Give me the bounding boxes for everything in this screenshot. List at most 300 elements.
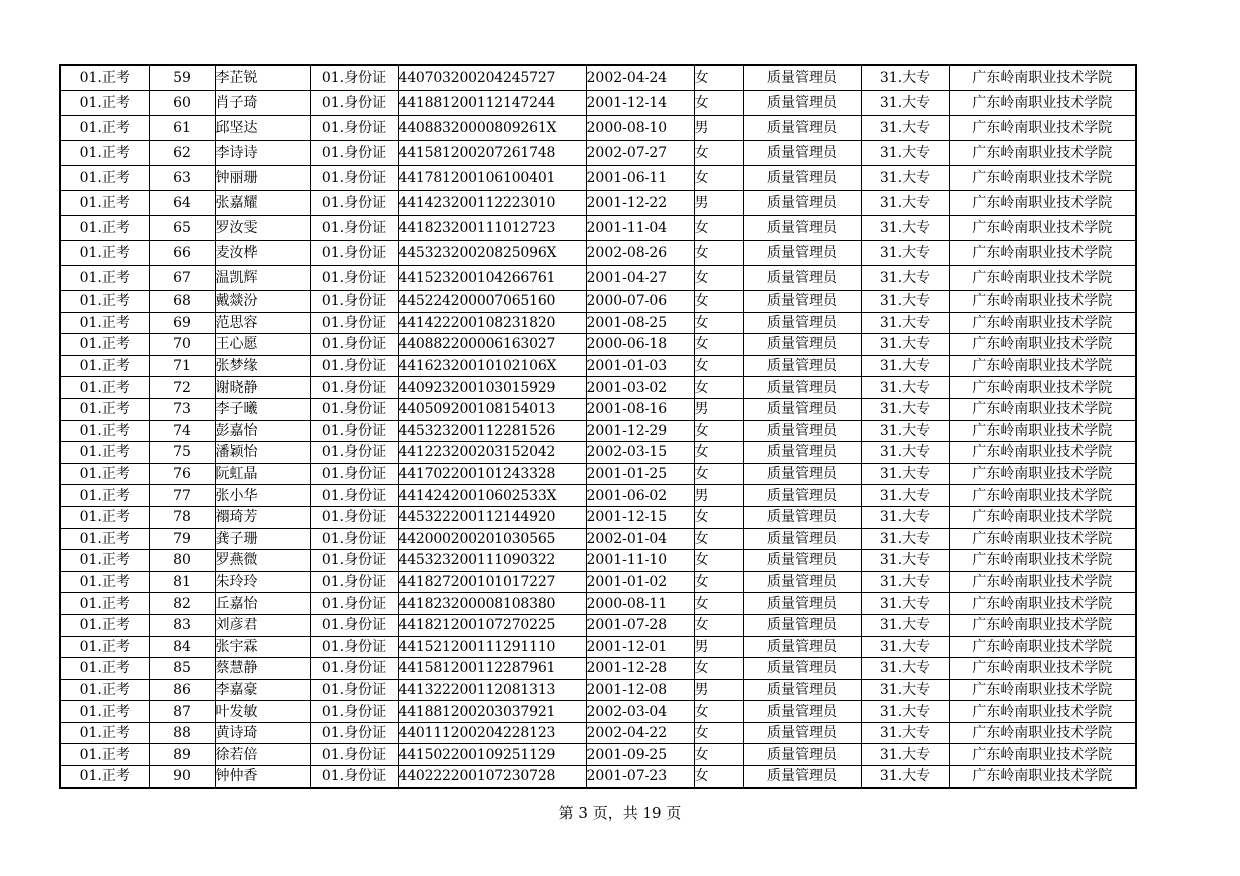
cell-school: 广东岭南职业技术学院 bbox=[949, 550, 1136, 572]
cell-birth-date: 2000-08-10 bbox=[586, 116, 694, 141]
cell-name: 彭嘉怡 bbox=[215, 420, 310, 442]
cell-occupation: 质量管理员 bbox=[743, 679, 861, 701]
cell-education: 31.大专 bbox=[861, 463, 949, 485]
cell-name: 蔡慧静 bbox=[215, 658, 310, 680]
cell-gender: 男 bbox=[694, 116, 743, 141]
cell-id-number: 441823200008108380 bbox=[398, 593, 586, 615]
cell-id-number: 445323200111090322 bbox=[398, 550, 586, 572]
cell-school: 广东岭南职业技术学院 bbox=[949, 291, 1136, 313]
cell-serial-number: 64 bbox=[149, 191, 215, 216]
cell-birth-date: 2002-03-15 bbox=[586, 442, 694, 464]
cell-gender: 女 bbox=[694, 744, 743, 766]
cell-birth-date: 2001-07-28 bbox=[586, 614, 694, 636]
table-row bbox=[60, 442, 1136, 464]
cell-serial-number: 63 bbox=[149, 166, 215, 191]
cell-birth-date: 2001-12-28 bbox=[586, 658, 694, 680]
table-row bbox=[60, 701, 1136, 723]
cell-school: 广东岭南职业技术学院 bbox=[949, 116, 1136, 141]
cell-serial-number: 88 bbox=[149, 722, 215, 744]
cell-serial-number: 62 bbox=[149, 141, 215, 166]
cell-id-type: 01.身份证 bbox=[310, 463, 398, 485]
cell-education: 31.大专 bbox=[861, 722, 949, 744]
cell-id-type: 01.身份证 bbox=[310, 766, 398, 788]
table-row bbox=[60, 266, 1136, 291]
cell-id-type: 01.身份证 bbox=[310, 216, 398, 241]
cell-education: 31.大专 bbox=[861, 141, 949, 166]
cell-exam-type: 01.正考 bbox=[60, 701, 149, 723]
cell-serial-number: 72 bbox=[149, 377, 215, 399]
table-row bbox=[60, 722, 1136, 744]
cell-id-type: 01.身份证 bbox=[310, 679, 398, 701]
table-row bbox=[60, 550, 1136, 572]
cell-exam-type: 01.正考 bbox=[60, 528, 149, 550]
cell-serial-number: 77 bbox=[149, 485, 215, 507]
cell-school: 广东岭南职业技术学院 bbox=[949, 614, 1136, 636]
cell-occupation: 质量管理员 bbox=[743, 216, 861, 241]
cell-id-type: 01.身份证 bbox=[310, 528, 398, 550]
cell-serial-number: 66 bbox=[149, 241, 215, 266]
cell-exam-type: 01.正考 bbox=[60, 571, 149, 593]
cell-name: 邱坚达 bbox=[215, 116, 310, 141]
cell-name: 罗燕微 bbox=[215, 550, 310, 572]
table-row bbox=[60, 312, 1136, 334]
cell-exam-type: 01.正考 bbox=[60, 334, 149, 356]
cell-school: 广东岭南职业技术学院 bbox=[949, 312, 1136, 334]
cell-occupation: 质量管理员 bbox=[743, 291, 861, 313]
cell-name: 张小华 bbox=[215, 485, 310, 507]
cell-id-number: 445322200112144920 bbox=[398, 506, 586, 528]
cell-education: 31.大专 bbox=[861, 679, 949, 701]
cell-education: 31.大专 bbox=[861, 571, 949, 593]
cell-exam-type: 01.正考 bbox=[60, 420, 149, 442]
cell-gender: 女 bbox=[694, 658, 743, 680]
cell-gender: 女 bbox=[694, 722, 743, 744]
cell-name: 王心愿 bbox=[215, 334, 310, 356]
cell-id-number: 441502200109251129 bbox=[398, 744, 586, 766]
cell-id-number: 441881200203037921 bbox=[398, 701, 586, 723]
cell-serial-number: 87 bbox=[149, 701, 215, 723]
cell-gender: 女 bbox=[694, 463, 743, 485]
table-row bbox=[60, 191, 1136, 216]
cell-education: 31.大专 bbox=[861, 291, 949, 313]
cell-serial-number: 81 bbox=[149, 571, 215, 593]
cell-education: 31.大专 bbox=[861, 506, 949, 528]
cell-occupation: 质量管理员 bbox=[743, 485, 861, 507]
cell-school: 广东岭南职业技术学院 bbox=[949, 485, 1136, 507]
table-body bbox=[60, 65, 1136, 788]
cell-school: 广东岭南职业技术学院 bbox=[949, 334, 1136, 356]
cell-occupation: 质量管理员 bbox=[743, 116, 861, 141]
cell-exam-type: 01.正考 bbox=[60, 614, 149, 636]
cell-name: 禤琦芳 bbox=[215, 506, 310, 528]
cell-id-type: 01.身份证 bbox=[310, 377, 398, 399]
cell-education: 31.大专 bbox=[861, 191, 949, 216]
cell-id-type: 01.身份证 bbox=[310, 550, 398, 572]
cell-occupation: 质量管理员 bbox=[743, 593, 861, 615]
cell-occupation: 质量管理员 bbox=[743, 550, 861, 572]
cell-occupation: 质量管理员 bbox=[743, 377, 861, 399]
cell-id-number: 44088320000809261X bbox=[398, 116, 586, 141]
cell-id-type: 01.身份证 bbox=[310, 701, 398, 723]
cell-id-type: 01.身份证 bbox=[310, 166, 398, 191]
cell-exam-type: 01.正考 bbox=[60, 550, 149, 572]
cell-gender: 女 bbox=[694, 614, 743, 636]
cell-gender: 女 bbox=[694, 528, 743, 550]
cell-id-number: 441827200101017227 bbox=[398, 571, 586, 593]
cell-education: 31.大专 bbox=[861, 312, 949, 334]
cell-exam-type: 01.正考 bbox=[60, 166, 149, 191]
cell-name: 张宇霖 bbox=[215, 636, 310, 658]
cell-gender: 女 bbox=[694, 506, 743, 528]
cell-birth-date: 2001-01-25 bbox=[586, 463, 694, 485]
cell-exam-type: 01.正考 bbox=[60, 506, 149, 528]
cell-exam-type: 01.正考 bbox=[60, 191, 149, 216]
cell-id-number: 442000200201030565 bbox=[398, 528, 586, 550]
cell-birth-date: 2001-03-02 bbox=[586, 377, 694, 399]
cell-id-number: 441322200112081313 bbox=[398, 679, 586, 701]
cell-name: 肖子琦 bbox=[215, 91, 310, 116]
cell-occupation: 质量管理员 bbox=[743, 636, 861, 658]
cell-name: 李芷锐 bbox=[215, 65, 310, 91]
cell-gender: 男 bbox=[694, 485, 743, 507]
table-row bbox=[60, 398, 1136, 420]
cell-id-type: 01.身份证 bbox=[310, 334, 398, 356]
cell-id-number: 440111200204228123 bbox=[398, 722, 586, 744]
cell-name: 钟仲香 bbox=[215, 766, 310, 788]
cell-id-type: 01.身份证 bbox=[310, 593, 398, 615]
cell-exam-type: 01.正考 bbox=[60, 141, 149, 166]
table-row bbox=[60, 463, 1136, 485]
cell-name: 罗汝雯 bbox=[215, 216, 310, 241]
cell-name: 阮虹晶 bbox=[215, 463, 310, 485]
cell-id-type: 01.身份证 bbox=[310, 442, 398, 464]
cell-name: 刘彦君 bbox=[215, 614, 310, 636]
cell-school: 广东岭南职业技术学院 bbox=[949, 442, 1136, 464]
cell-birth-date: 2001-09-25 bbox=[586, 744, 694, 766]
cell-education: 31.大专 bbox=[861, 744, 949, 766]
cell-name: 范思容 bbox=[215, 312, 310, 334]
cell-occupation: 质量管理员 bbox=[743, 506, 861, 528]
cell-occupation: 质量管理员 bbox=[743, 722, 861, 744]
cell-school: 广东岭南职业技术学院 bbox=[949, 658, 1136, 680]
cell-serial-number: 86 bbox=[149, 679, 215, 701]
cell-gender: 女 bbox=[694, 312, 743, 334]
cell-school: 广东岭南职业技术学院 bbox=[949, 528, 1136, 550]
cell-occupation: 质量管理员 bbox=[743, 91, 861, 116]
cell-occupation: 质量管理员 bbox=[743, 355, 861, 377]
cell-education: 31.大专 bbox=[861, 266, 949, 291]
cell-gender: 女 bbox=[694, 216, 743, 241]
cell-education: 31.大专 bbox=[861, 701, 949, 723]
cell-birth-date: 2002-07-27 bbox=[586, 141, 694, 166]
cell-id-number: 441823200111012723 bbox=[398, 216, 586, 241]
cell-exam-type: 01.正考 bbox=[60, 744, 149, 766]
cell-serial-number: 89 bbox=[149, 744, 215, 766]
cell-occupation: 质量管理员 bbox=[743, 571, 861, 593]
table-row bbox=[60, 65, 1136, 91]
cell-gender: 女 bbox=[694, 766, 743, 788]
cell-id-type: 01.身份证 bbox=[310, 116, 398, 141]
cell-birth-date: 2001-06-11 bbox=[586, 166, 694, 191]
cell-occupation: 质量管理员 bbox=[743, 528, 861, 550]
cell-school: 广东岭南职业技术学院 bbox=[949, 571, 1136, 593]
cell-birth-date: 2000-07-06 bbox=[586, 291, 694, 313]
cell-serial-number: 61 bbox=[149, 116, 215, 141]
cell-id-type: 01.身份证 bbox=[310, 291, 398, 313]
cell-id-type: 01.身份证 bbox=[310, 658, 398, 680]
cell-education: 31.大专 bbox=[861, 116, 949, 141]
cell-school: 广东岭南职业技术学院 bbox=[949, 166, 1136, 191]
cell-id-type: 01.身份证 bbox=[310, 485, 398, 507]
cell-id-number: 441821200107270225 bbox=[398, 614, 586, 636]
cell-serial-number: 83 bbox=[149, 614, 215, 636]
cell-gender: 女 bbox=[694, 65, 743, 91]
cell-exam-type: 01.正考 bbox=[60, 636, 149, 658]
cell-id-type: 01.身份证 bbox=[310, 722, 398, 744]
cell-exam-type: 01.正考 bbox=[60, 266, 149, 291]
table-row bbox=[60, 593, 1136, 615]
cell-education: 31.大专 bbox=[861, 65, 949, 91]
table-row bbox=[60, 141, 1136, 166]
cell-id-type: 01.身份证 bbox=[310, 65, 398, 91]
cell-id-type: 01.身份证 bbox=[310, 141, 398, 166]
cell-gender: 女 bbox=[694, 571, 743, 593]
cell-occupation: 质量管理员 bbox=[743, 463, 861, 485]
cell-school: 广东岭南职业技术学院 bbox=[949, 679, 1136, 701]
cell-id-type: 01.身份证 bbox=[310, 91, 398, 116]
cell-name: 谢晓静 bbox=[215, 377, 310, 399]
cell-id-number: 441881200112147244 bbox=[398, 91, 586, 116]
cell-id-number: 441422200108231820 bbox=[398, 312, 586, 334]
cell-school: 广东岭南职业技术学院 bbox=[949, 593, 1136, 615]
cell-name: 张梦缘 bbox=[215, 355, 310, 377]
cell-name: 黄诗琦 bbox=[215, 722, 310, 744]
cell-school: 广东岭南职业技术学院 bbox=[949, 216, 1136, 241]
cell-gender: 男 bbox=[694, 679, 743, 701]
cell-birth-date: 2002-03-04 bbox=[586, 701, 694, 723]
cell-id-type: 01.身份证 bbox=[310, 398, 398, 420]
cell-gender: 女 bbox=[694, 420, 743, 442]
cell-education: 31.大专 bbox=[861, 91, 949, 116]
cell-id-number: 441581200112287961 bbox=[398, 658, 586, 680]
cell-birth-date: 2002-01-04 bbox=[586, 528, 694, 550]
cell-exam-type: 01.正考 bbox=[60, 355, 149, 377]
cell-education: 31.大专 bbox=[861, 614, 949, 636]
table-row bbox=[60, 291, 1136, 313]
table-row bbox=[60, 506, 1136, 528]
table-row bbox=[60, 744, 1136, 766]
cell-gender: 女 bbox=[694, 141, 743, 166]
cell-id-number: 440509200108154013 bbox=[398, 398, 586, 420]
cell-birth-date: 2002-04-22 bbox=[586, 722, 694, 744]
cell-school: 广东岭南职业技术学院 bbox=[949, 463, 1136, 485]
cell-serial-number: 70 bbox=[149, 334, 215, 356]
cell-school: 广东岭南职业技术学院 bbox=[949, 241, 1136, 266]
cell-gender: 男 bbox=[694, 191, 743, 216]
cell-serial-number: 67 bbox=[149, 266, 215, 291]
table-row bbox=[60, 485, 1136, 507]
cell-id-type: 01.身份证 bbox=[310, 636, 398, 658]
cell-id-type: 01.身份证 bbox=[310, 506, 398, 528]
cell-id-number: 445323200112281526 bbox=[398, 420, 586, 442]
cell-name: 钟丽珊 bbox=[215, 166, 310, 191]
cell-id-number: 440222200107230728 bbox=[398, 766, 586, 788]
cell-birth-date: 2002-04-24 bbox=[586, 65, 694, 91]
cell-serial-number: 69 bbox=[149, 312, 215, 334]
cell-education: 31.大专 bbox=[861, 241, 949, 266]
table-row bbox=[60, 679, 1136, 701]
cell-education: 31.大专 bbox=[861, 398, 949, 420]
cell-id-number: 441521200111291110 bbox=[398, 636, 586, 658]
cell-serial-number: 76 bbox=[149, 463, 215, 485]
cell-serial-number: 79 bbox=[149, 528, 215, 550]
cell-birth-date: 2001-01-03 bbox=[586, 355, 694, 377]
cell-occupation: 质量管理员 bbox=[743, 266, 861, 291]
cell-school: 广东岭南职业技术学院 bbox=[949, 766, 1136, 788]
cell-birth-date: 2002-08-26 bbox=[586, 241, 694, 266]
cell-occupation: 质量管理员 bbox=[743, 701, 861, 723]
cell-education: 31.大专 bbox=[861, 766, 949, 788]
cell-gender: 女 bbox=[694, 291, 743, 313]
cell-birth-date: 2001-12-08 bbox=[586, 679, 694, 701]
cell-school: 广东岭南职业技术学院 bbox=[949, 141, 1136, 166]
cell-school: 广东岭南职业技术学院 bbox=[949, 266, 1136, 291]
cell-id-type: 01.身份证 bbox=[310, 312, 398, 334]
cell-gender: 男 bbox=[694, 398, 743, 420]
cell-id-number: 441523200104266761 bbox=[398, 266, 586, 291]
cell-serial-number: 73 bbox=[149, 398, 215, 420]
cell-school: 广东岭南职业技术学院 bbox=[949, 701, 1136, 723]
cell-gender: 女 bbox=[694, 442, 743, 464]
cell-name: 李诗诗 bbox=[215, 141, 310, 166]
cell-school: 广东岭南职业技术学院 bbox=[949, 722, 1136, 744]
cell-gender: 女 bbox=[694, 593, 743, 615]
cell-education: 31.大专 bbox=[861, 334, 949, 356]
cell-education: 31.大专 bbox=[861, 485, 949, 507]
cell-education: 31.大专 bbox=[861, 420, 949, 442]
table-row bbox=[60, 216, 1136, 241]
cell-birth-date: 2001-07-23 bbox=[586, 766, 694, 788]
table-row bbox=[60, 166, 1136, 191]
cell-occupation: 质量管理员 bbox=[743, 744, 861, 766]
cell-id-number: 441781200106100401 bbox=[398, 166, 586, 191]
cell-school: 广东岭南职业技术学院 bbox=[949, 636, 1136, 658]
cell-birth-date: 2001-12-14 bbox=[586, 91, 694, 116]
cell-education: 31.大专 bbox=[861, 355, 949, 377]
cell-serial-number: 68 bbox=[149, 291, 215, 313]
cell-id-number: 445224200007065160 bbox=[398, 291, 586, 313]
cell-exam-type: 01.正考 bbox=[60, 766, 149, 788]
cell-id-type: 01.身份证 bbox=[310, 571, 398, 593]
table-row bbox=[60, 614, 1136, 636]
cell-serial-number: 84 bbox=[149, 636, 215, 658]
cell-exam-type: 01.正考 bbox=[60, 116, 149, 141]
cell-birth-date: 2001-11-10 bbox=[586, 550, 694, 572]
cell-occupation: 质量管理员 bbox=[743, 312, 861, 334]
table-row bbox=[60, 658, 1136, 680]
cell-occupation: 质量管理员 bbox=[743, 166, 861, 191]
cell-birth-date: 2001-08-25 bbox=[586, 312, 694, 334]
cell-id-number: 441581200207261748 bbox=[398, 141, 586, 166]
cell-id-number: 44532320020825096X bbox=[398, 241, 586, 266]
table-row bbox=[60, 334, 1136, 356]
cell-school: 广东岭南职业技术学院 bbox=[949, 744, 1136, 766]
cell-birth-date: 2001-06-02 bbox=[586, 485, 694, 507]
cell-id-type: 01.身份证 bbox=[310, 614, 398, 636]
cell-school: 广东岭南职业技术学院 bbox=[949, 377, 1136, 399]
cell-education: 31.大专 bbox=[861, 377, 949, 399]
cell-occupation: 质量管理员 bbox=[743, 65, 861, 91]
cell-name: 温凯辉 bbox=[215, 266, 310, 291]
cell-gender: 女 bbox=[694, 266, 743, 291]
page-footer: 第 3 页，共 19 页 bbox=[558, 804, 682, 822]
cell-gender: 女 bbox=[694, 334, 743, 356]
cell-id-number: 44162320010102106X bbox=[398, 355, 586, 377]
cell-name: 潘颖怡 bbox=[215, 442, 310, 464]
cell-exam-type: 01.正考 bbox=[60, 442, 149, 464]
cell-birth-date: 2000-06-18 bbox=[586, 334, 694, 356]
cell-education: 31.大专 bbox=[861, 216, 949, 241]
cell-name: 戴燚汾 bbox=[215, 291, 310, 313]
table-row bbox=[60, 355, 1136, 377]
cell-id-type: 01.身份证 bbox=[310, 355, 398, 377]
cell-gender: 女 bbox=[694, 91, 743, 116]
cell-exam-type: 01.正考 bbox=[60, 593, 149, 615]
cell-education: 31.大专 bbox=[861, 593, 949, 615]
table-row bbox=[60, 636, 1136, 658]
cell-birth-date: 2001-12-15 bbox=[586, 506, 694, 528]
cell-occupation: 质量管理员 bbox=[743, 766, 861, 788]
table-row bbox=[60, 571, 1136, 593]
cell-school: 广东岭南职业技术学院 bbox=[949, 191, 1136, 216]
cell-education: 31.大专 bbox=[861, 658, 949, 680]
cell-education: 31.大专 bbox=[861, 528, 949, 550]
cell-id-number: 440923200103015929 bbox=[398, 377, 586, 399]
cell-occupation: 质量管理员 bbox=[743, 141, 861, 166]
roster-table bbox=[59, 64, 1137, 789]
cell-name: 李嘉豪 bbox=[215, 679, 310, 701]
cell-occupation: 质量管理员 bbox=[743, 398, 861, 420]
cell-gender: 女 bbox=[694, 701, 743, 723]
cell-occupation: 质量管理员 bbox=[743, 442, 861, 464]
cell-id-number: 440703200204245727 bbox=[398, 65, 586, 91]
table-row bbox=[60, 116, 1136, 141]
cell-gender: 女 bbox=[694, 166, 743, 191]
cell-school: 广东岭南职业技术学院 bbox=[949, 398, 1136, 420]
cell-education: 31.大专 bbox=[861, 442, 949, 464]
cell-serial-number: 74 bbox=[149, 420, 215, 442]
table-row bbox=[60, 766, 1136, 788]
cell-exam-type: 01.正考 bbox=[60, 377, 149, 399]
cell-name: 龚子珊 bbox=[215, 528, 310, 550]
cell-serial-number: 65 bbox=[149, 216, 215, 241]
cell-school: 广东岭南职业技术学院 bbox=[949, 506, 1136, 528]
cell-occupation: 质量管理员 bbox=[743, 241, 861, 266]
table-row bbox=[60, 377, 1136, 399]
cell-id-type: 01.身份证 bbox=[310, 420, 398, 442]
cell-serial-number: 71 bbox=[149, 355, 215, 377]
cell-name: 丘嘉怡 bbox=[215, 593, 310, 615]
cell-id-type: 01.身份证 bbox=[310, 266, 398, 291]
cell-serial-number: 85 bbox=[149, 658, 215, 680]
cell-name: 李子曦 bbox=[215, 398, 310, 420]
cell-gender: 女 bbox=[694, 550, 743, 572]
cell-birth-date: 2001-12-01 bbox=[586, 636, 694, 658]
cell-id-number: 44142420010602533X bbox=[398, 485, 586, 507]
cell-name: 麦汝桦 bbox=[215, 241, 310, 266]
table-row bbox=[60, 420, 1136, 442]
cell-school: 广东岭南职业技术学院 bbox=[949, 420, 1136, 442]
